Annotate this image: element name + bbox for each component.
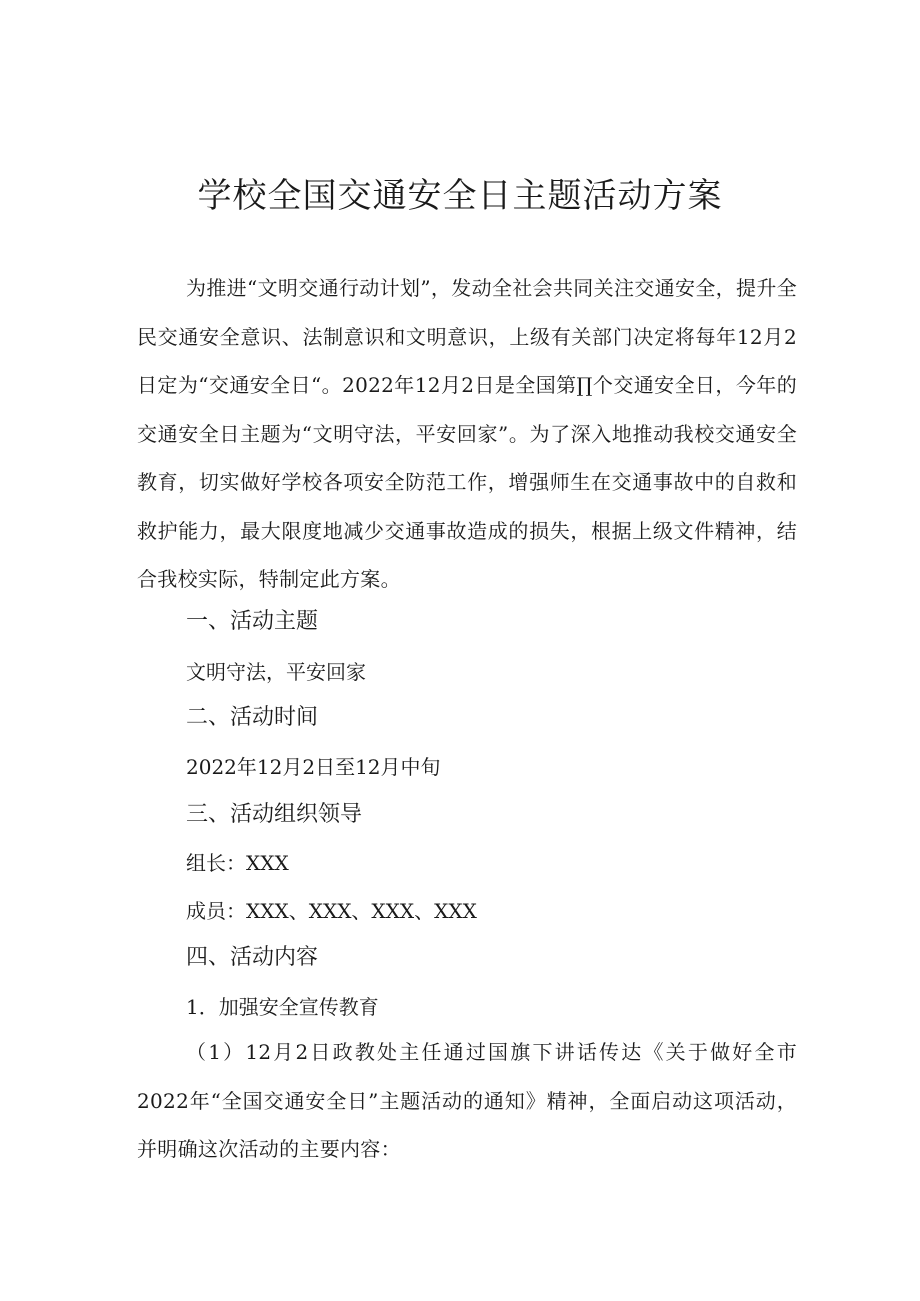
section-4-item-1: （1）12月2日政教处主任通过国旗下讲话传达《关于做好全市2022年“全国交通安全日”主题活动的通知》精神，全面启动这项活动，并明确这次活动的主要内容： (137, 1040, 797, 1161)
intro-paragraph: 为推进“文明交通行动计划”，发动全社会共同关注交通安全，提升全民交通安全意识、法制意识和文明意识，上级有关部门决定将每年12月2日定为“交通安全日“。2022年12月2日是全国第∏个交通安全日，今年的交通安全日主题为“文明守法，平安回家”。为了深入地推动我校交通安全教育，切实做好学校各项安全防范工作，增强师生在交通事故中的自救和救护能力，最大限度地减少交通事故造成的损失，根据上级文件精神，结合我校实际，特制定此方案。 (137, 276, 797, 591)
section-3-members: 成员：XXX、XXX、XXX、XXX (186, 899, 477, 923)
section-1-heading: 一、活动主题 (186, 609, 319, 634)
section-4-subheading: 1．加强安全宣传教育 (186, 995, 379, 1019)
section-2-content: 2022年12月2日至12月中旬 (186, 755, 441, 779)
section-3-heading: 三、活动组织领导 (186, 802, 363, 827)
document-title: 学校全国交通安全日主题活动方案 (197, 176, 723, 216)
section-1-content: 文明守法，平安回家 (186, 660, 366, 684)
section-4-heading: 四、活动内容 (186, 945, 319, 970)
section-2-heading: 二、活动时间 (186, 705, 319, 730)
section-3-leader: 组长：XXX (186, 851, 289, 875)
